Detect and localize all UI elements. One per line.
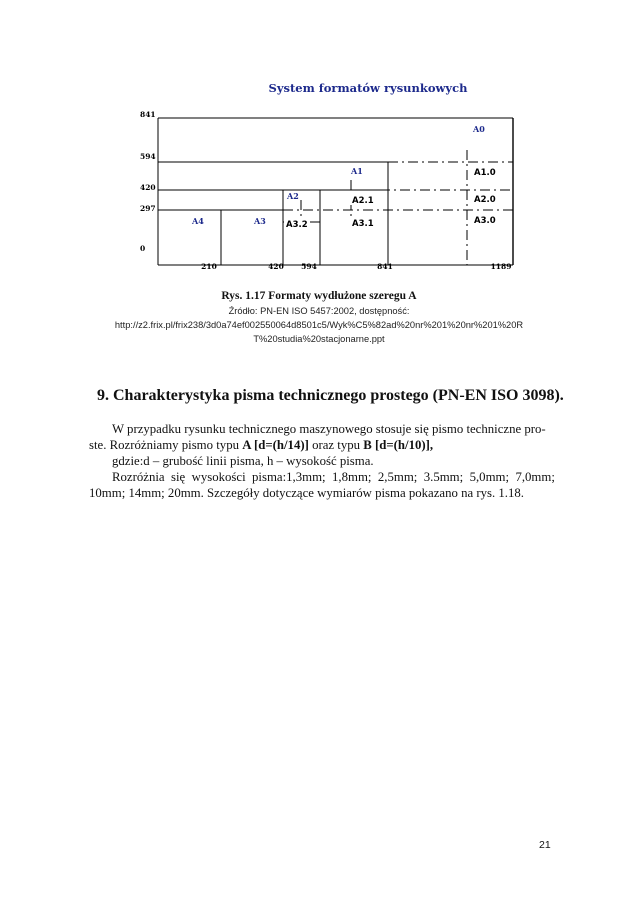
- label-a3-1: A3.1: [352, 219, 374, 229]
- diagram-title: System formatów rysunkowych: [268, 81, 468, 95]
- type-b-formula: B [d=(h/10)],: [363, 438, 434, 452]
- x-tick-420: 420: [268, 262, 284, 271]
- format-boundaries: [158, 162, 388, 265]
- y-tick-0: 0: [140, 244, 146, 253]
- text-run: oraz typu: [308, 438, 364, 452]
- y-tick-420: 420: [140, 183, 156, 192]
- y-tick-594: 594: [140, 152, 156, 161]
- format-diagram: [0, 0, 638, 300]
- paragraph-1-line-1: W przypadku rysunku technicznego maszynowego stosuje się pismo techniczne pro-: [112, 422, 546, 436]
- page-number: 21: [539, 839, 551, 851]
- paragraph-1-line-3: gdzie:d – grubość linii pisma, h – wysokość pisma.: [112, 454, 374, 468]
- x-tick-594: 594: [301, 262, 317, 271]
- diagram-frame: [158, 118, 513, 265]
- figure-caption: Rys. 1.17 Formaty wydłużone szeregu A: [221, 290, 417, 302]
- text-run: ste. Rozróżniamy pismo typu: [89, 438, 243, 452]
- x-tick-210: 210: [201, 262, 217, 271]
- label-a3-2: A3.2: [286, 220, 308, 230]
- label-a2: A2: [287, 191, 299, 201]
- section-heading: 9. Charakterystyka pisma technicznego prostego (PN-EN ISO 3098).: [97, 387, 564, 404]
- figure-source-url: http://z2.frix.pl/frix238/3d0a74ef002550064d8501c5/Wyk%C5%82ad%20nr%201%20nr%201%20R: [114, 320, 524, 330]
- figure-source: Źródło: PN-EN ISO 5457:2002, dostępność:: [228, 306, 410, 316]
- label-a1: A1: [351, 166, 363, 176]
- paragraph-1-line-2: [89, 437, 433, 453]
- label-a2-1: A2.1: [352, 196, 374, 206]
- label-a4: A4: [192, 216, 204, 226]
- figure-source-url-cont: T%20studia%20stacjonarne.ppt: [253, 334, 385, 344]
- label-a1-0: A1.0: [474, 168, 496, 178]
- paragraph-2-line-2: 10mm; 14mm; 20mm. Szczegóły dotyczące wymiarów pisma pokazano na rys. 1.18.: [89, 486, 524, 500]
- y-tick-841: 841: [140, 110, 156, 119]
- x-tick-1189: 1189: [490, 262, 512, 271]
- x-tick-841: 841: [377, 262, 393, 271]
- label-a3-0: A3.0: [474, 216, 496, 226]
- y-tick-297: 297: [140, 204, 156, 213]
- label-a3: A3: [254, 216, 266, 226]
- label-a0: A0: [473, 124, 485, 134]
- paragraph-2-line-1: Rozróżnia się wysokości pisma:1,3mm; 1,8mm; 2,5mm; 3.5mm; 5,0mm; 7,0mm;: [112, 470, 555, 484]
- label-a2-0: A2.0: [474, 195, 496, 205]
- type-a-formula: A [d=(h/14)]: [242, 438, 309, 452]
